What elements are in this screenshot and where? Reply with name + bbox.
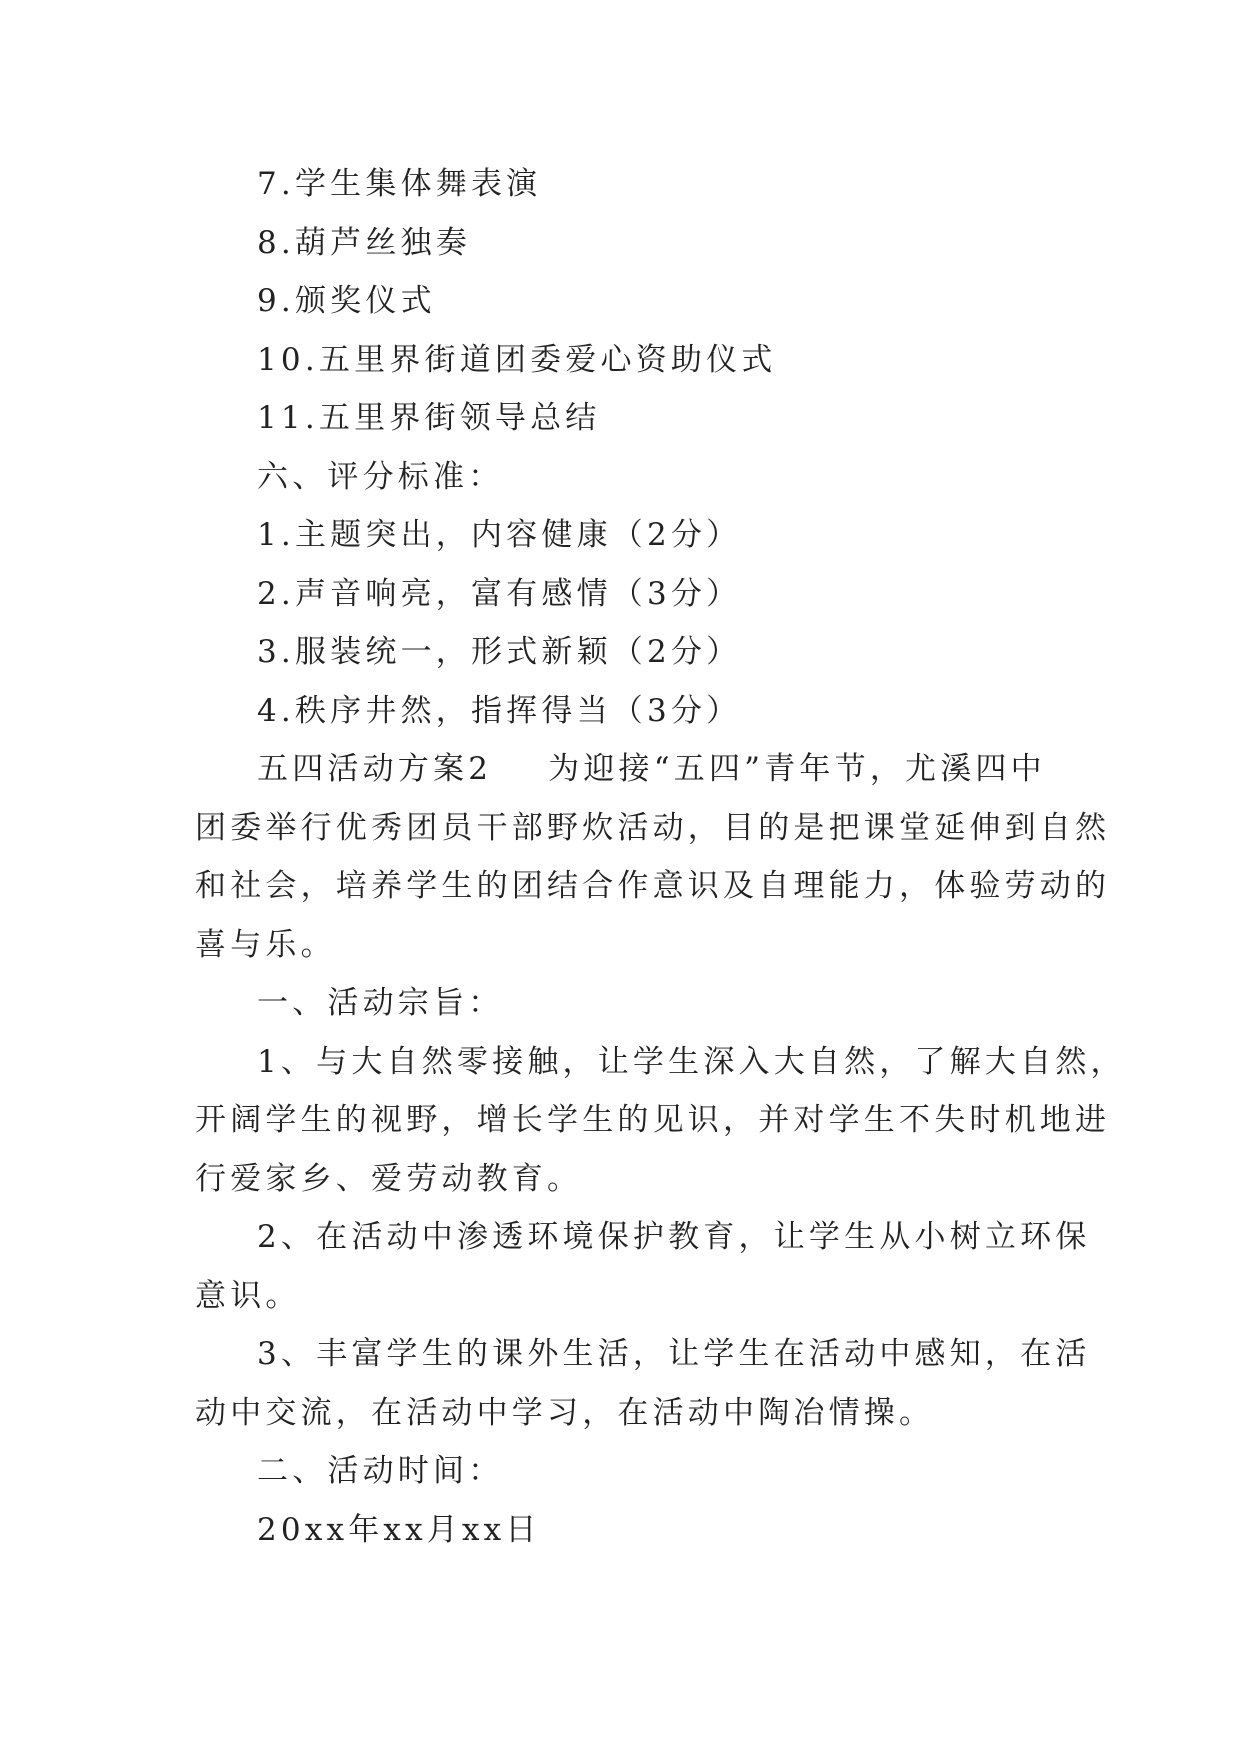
purpose-1-line: 行爱家乡、爱劳动教育。: [195, 1160, 583, 1197]
purpose-1-line: 开阔学生的视野，增长学生的见识，并对学生不失时机地进: [195, 1102, 1111, 1138]
purpose-3-line: 动中交流，在活动中学习，在活动中陶冶情操。: [195, 1394, 935, 1431]
program-item-9: 9.颁奖仪式: [257, 283, 436, 319]
program-item-7: 7.学生集体舞表演: [257, 166, 542, 202]
plan2-title: 五四活动方案2: [257, 751, 493, 787]
plan2-intro-line: 和社会，培养学生的团结合作意识及自理能力，体验劳动的: [195, 868, 1111, 904]
scoring-item-3: 3.服装统一，形式新颖（2分）: [257, 634, 742, 670]
program-item-11: 11.五里界街领导总结: [257, 400, 601, 436]
scoring-item-4: 4.秩序井然，指挥得当（3分）: [257, 692, 742, 729]
scoring-item-1: 1.主题突出，内容健康（2分）: [257, 517, 742, 553]
purpose-2-line: 2、在活动中渗透环境保护教育，让学生从小树立环保: [257, 1219, 1091, 1255]
program-item-8: 8.葫芦丝独奏: [257, 224, 471, 261]
document-body: [195, 155, 1126, 1559]
program-item-10: 10.五里界街道团委爱心资助仪式: [257, 341, 777, 378]
scoring-heading: 六、评分标准：: [257, 458, 504, 495]
date-text: 20xx年xx月xx日: [257, 1511, 541, 1548]
plan2-intro-line: 团委举行优秀团员干部野炊活动，目的是把课堂延伸到自然: [195, 809, 1111, 846]
time-heading: 二、活动时间：: [257, 1453, 504, 1489]
purpose-2-line: 意识。: [195, 1277, 301, 1314]
plan2-intro-first-line: [195, 740, 1055, 799]
scoring-item-2: 2.声音响亮，富有感情（3分）: [257, 575, 742, 612]
plan2-intro-first: 为迎接“五四”青年节，尤溪四中: [548, 751, 1046, 787]
purpose-heading: 一、活动宗旨：: [257, 985, 504, 1021]
purpose-3-line: 3、丰富学生的课外生活，让学生在活动中感知，在活: [257, 1336, 1091, 1372]
purpose-1-line: 1、与大自然零接触，让学生深入大自然，了解大自然，: [257, 1043, 1126, 1080]
plan2-intro-line: 喜与乐。: [195, 926, 336, 963]
